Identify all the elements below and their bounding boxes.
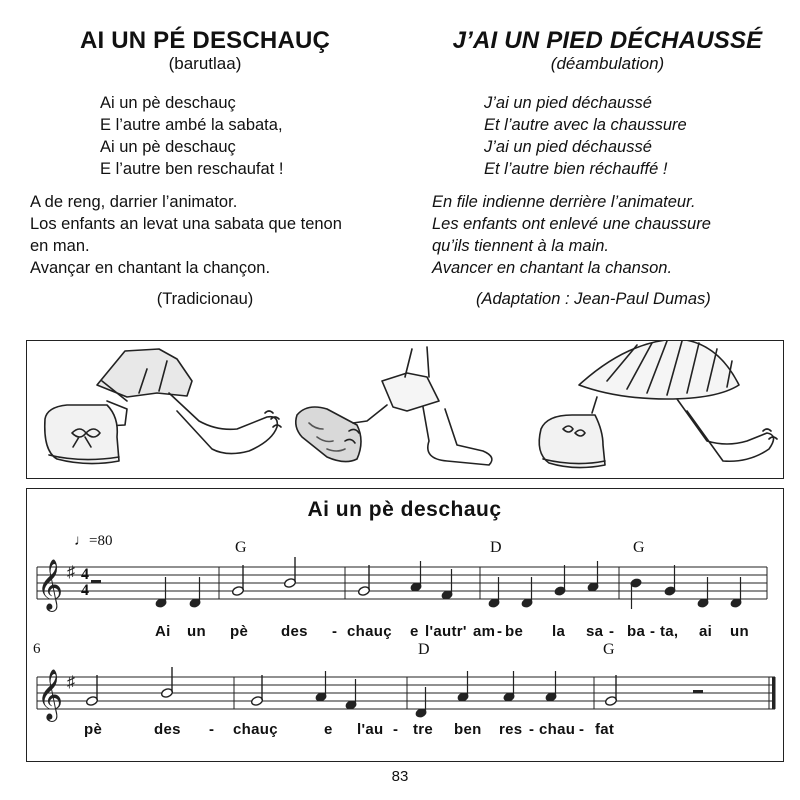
lyric-syllable: l'au [357,721,384,738]
lyric-hyphen: - [529,721,535,738]
left-verse [100,92,283,180]
right-verse [484,92,687,180]
svg-text:♯: ♯ [67,564,75,581]
lyric-syllable: res [499,721,523,738]
lyric-syllable: des [154,721,181,738]
lyric-hyphen: - [579,721,585,738]
chord-symbol: G [235,539,247,556]
instruction-line: Avançar en chantant la chançon. [30,259,271,277]
lyric-syllable: Ai [155,623,171,640]
lyric-syllable: sa [586,623,604,640]
lyric-syllable: pè [84,721,103,738]
instruction-line: Avancer en chantant la chanson. [432,259,673,277]
verse-line: E l’autre ben reschaufat ! [100,160,284,178]
lyric-syllable: ba [627,623,646,640]
lyric-syllable: e [324,721,333,738]
lyric-syllable: be [505,623,524,640]
left-subtitle: (barutlaa) [168,54,242,73]
lyric-syllable: l'autr' [425,623,467,640]
measure-number: 6 [33,641,41,657]
instruction-line: Los enfants an levat una sabata que tenon [30,215,342,233]
instruction-line: Les enfants ont enlevé une chaussure [432,215,711,233]
svg-text:𝄞: 𝄞 [37,560,64,609]
instruction-line: qu’ils tiennent à la main. [432,237,610,255]
lyric-syllable: ai [699,623,713,640]
lyric-hyphen: - [497,623,503,640]
lyric-syllable: un [187,623,206,640]
lyric-syllable: chauç [347,623,392,640]
verse-line: Et l’autre bien réchauffé ! [484,160,668,178]
lyric-hyphen: - [209,721,215,738]
lyric-syllable: fat [595,721,615,738]
chord-symbol: D [490,539,502,556]
lyric-syllable: ben [454,721,482,738]
verse-line: Ai un pè deschauç [100,94,236,112]
lyric-syllable: un [730,623,749,640]
verse-line: J’ai un pied déchaussé [484,94,652,112]
lyric-syllable: ta, [660,623,679,640]
illustration-box [26,340,784,479]
left-title: AI UN PÉ DESCHAUÇ [79,27,331,54]
time-signature: 4 4 [81,566,89,599]
verse-line: Ai un pè deschauç [100,138,236,156]
lyric-syllable: pè [230,623,249,640]
walking-feet-drawing-icon [27,341,782,477]
tempo-mark: ♩=80 [74,533,113,549]
svg-text:𝄞: 𝄞 [37,670,64,719]
right-credit: (Adaptation : Jean-Paul Dumas) [476,290,711,308]
left-instructions [30,191,342,279]
lyric-syllable: des [281,623,308,640]
right-instructions [432,191,711,279]
lyric-hyphen: - [650,623,656,640]
left-credit: (Tradicionau) [156,290,254,308]
svg-text:♯: ♯ [67,674,75,691]
verse-line: Et l’autre avec la chaussure [484,116,687,134]
right-subtitle: (déambulation) [550,54,665,73]
lyric-syllable: la [552,623,566,640]
verse-line: E l’autre ambé la sabata, [100,116,283,134]
lyric-syllable: chauç [233,721,278,738]
lyric-syllable: chau [539,721,576,738]
chord-symbol: D [418,641,430,658]
lyric-hyphen: - [393,721,399,738]
lyric-syllable: am [473,623,496,640]
verse-line: J’ai un pied déchaussé [484,138,652,156]
right-title: J’AI UN PIED DÉCHAUSSÉ [452,27,763,54]
lyric-hyphen: - [332,623,338,640]
chord-symbol: G [603,641,615,658]
page-number: 83 [391,768,409,785]
instruction-line: A de reng, darrier l’animator. [30,193,238,211]
chord-symbol: G [633,539,645,556]
lyric-syllable: tre [413,721,434,738]
score-title: Ai un pè deschauç [307,498,502,521]
lyric-hyphen: - [609,623,615,640]
instruction-line: En file indienne derrière l’animateur. [432,193,696,211]
instruction-line: en man. [30,237,90,255]
score-box [26,488,784,762]
lyric-syllable: e [410,623,419,640]
